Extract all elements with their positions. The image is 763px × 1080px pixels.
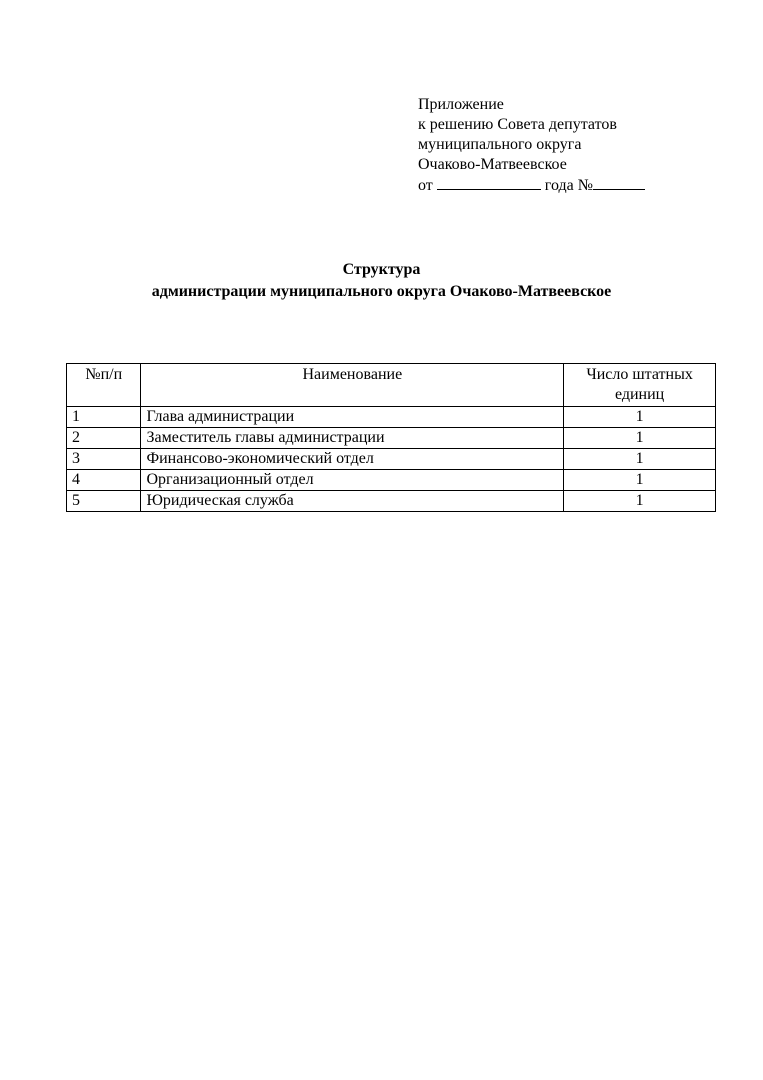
date-prefix: от <box>418 177 433 194</box>
appendix-label: Приложение <box>418 96 504 113</box>
row-count: 1 <box>564 491 716 512</box>
appendix-district-name: Очаково-Матвеевское <box>418 156 567 173</box>
appendix-date-line <box>418 175 645 196</box>
table-row <box>67 491 716 512</box>
appendix-district-line: муниципального округа <box>418 136 582 153</box>
header-name: Наименование <box>141 364 564 407</box>
table-header-row <box>67 364 716 407</box>
appendix-header <box>418 95 645 196</box>
document-title: Структура <box>342 261 421 278</box>
row-count: 1 <box>564 449 716 470</box>
row-num: 5 <box>67 491 141 512</box>
row-count: 1 <box>564 428 716 449</box>
row-count: 1 <box>564 470 716 491</box>
row-name: Финансово-экономический отдел <box>141 449 564 470</box>
structure-table <box>66 363 716 512</box>
header-num: №п/п <box>67 364 141 407</box>
row-name: Глава администрации <box>141 407 564 428</box>
header-count: Число штатных единиц <box>564 364 716 407</box>
table-row <box>67 449 716 470</box>
decision-number-blank-field <box>593 175 645 190</box>
table-row <box>67 428 716 449</box>
row-count: 1 <box>564 407 716 428</box>
date-blank-field <box>437 175 541 190</box>
row-num: 3 <box>67 449 141 470</box>
table-row <box>67 470 716 491</box>
table-row <box>67 407 716 428</box>
row-name: Заместитель главы администрации <box>141 428 564 449</box>
row-num: 4 <box>67 470 141 491</box>
year-number-label: года № <box>544 177 593 194</box>
row-name: Организационный отдел <box>141 470 564 491</box>
appendix-decision-ref: к решению Совета депутатов <box>418 116 617 133</box>
row-num: 2 <box>67 428 141 449</box>
document-subtitle: администрации муниципального округа Очаково-Матвеевское <box>151 283 612 300</box>
row-name: Юридическая служба <box>141 491 564 512</box>
row-num: 1 <box>67 407 141 428</box>
